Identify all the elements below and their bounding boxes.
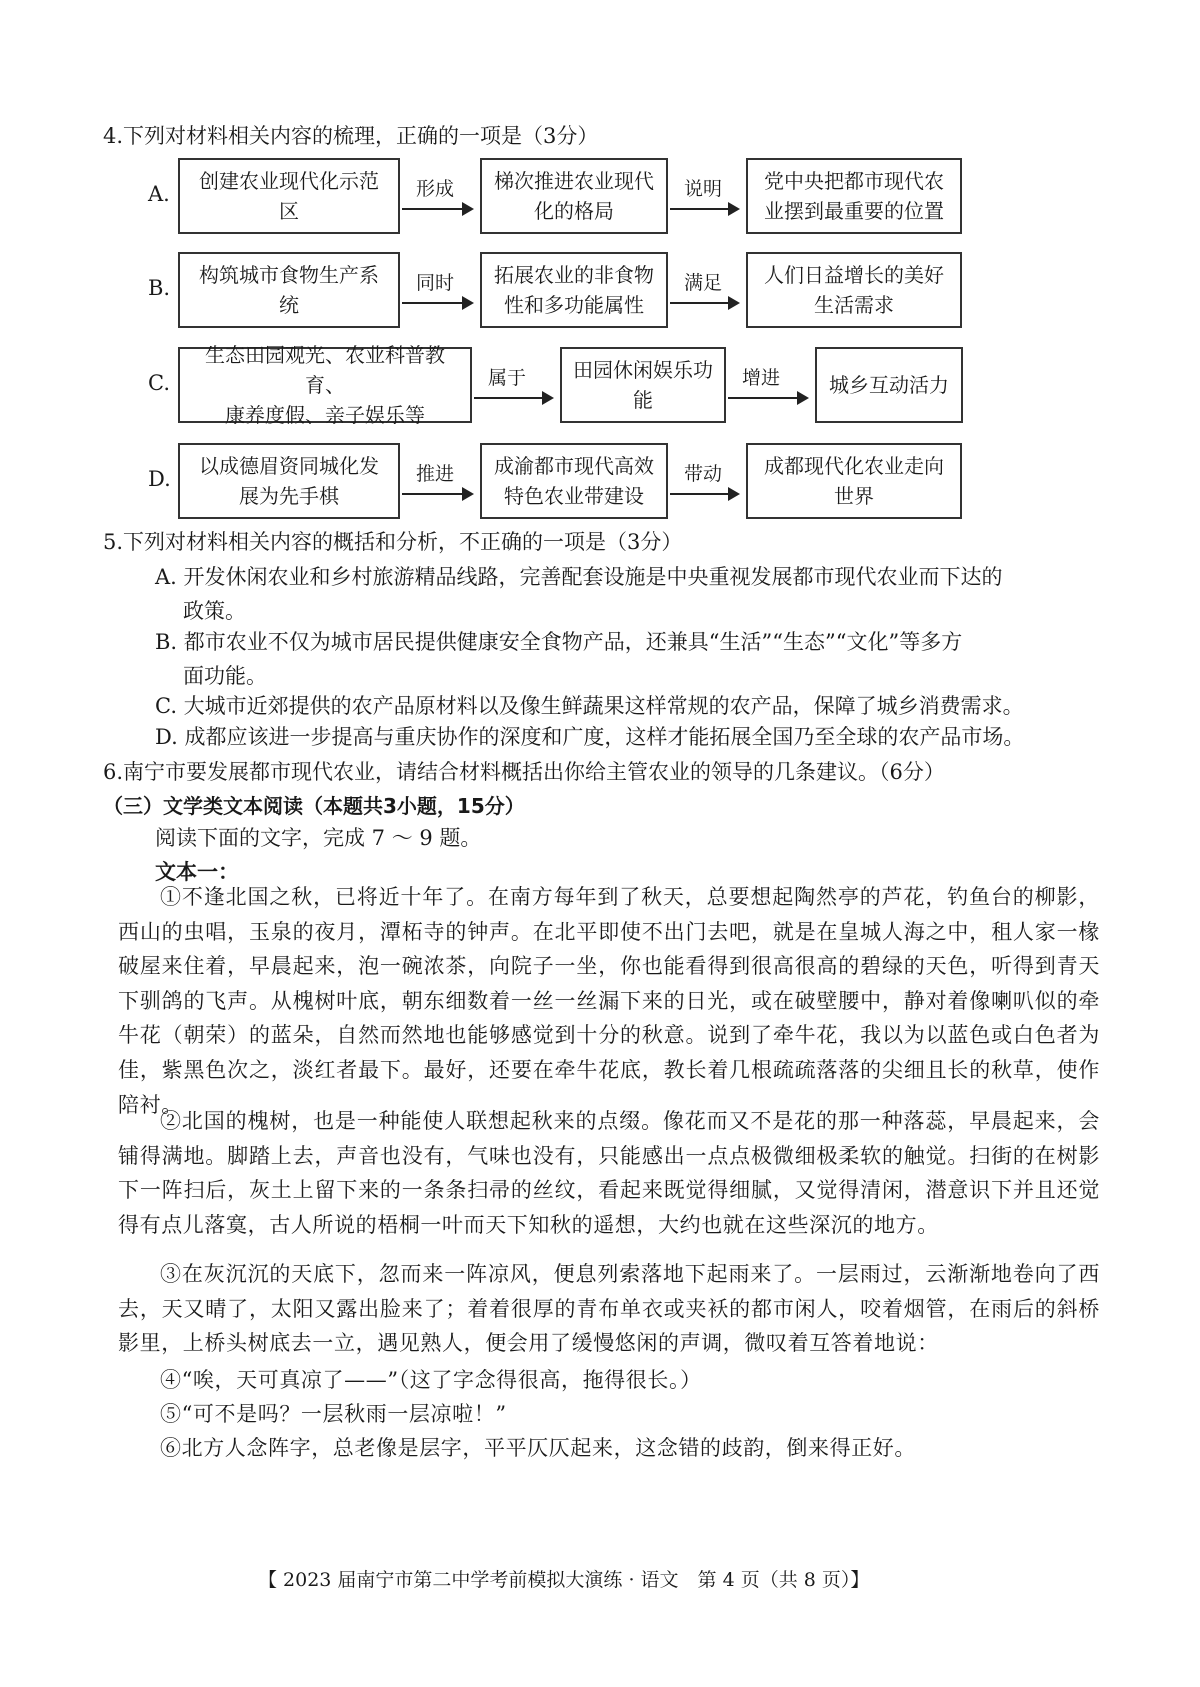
q4-box-line: 生态田园观光、农业科普教育、	[205, 343, 445, 397]
q4-box-line: 党中央把都市现代农	[764, 169, 944, 193]
q4-option-c-box-2	[560, 347, 726, 423]
q4-box-line: 世界	[834, 484, 874, 508]
q6-stem: 6.南宁市要发展都市现代农业，请结合材料概括出你给主管农业的领导的几条建议。（6分）	[103, 760, 945, 784]
paragraph-6: ⑥北方人念阵字，总老像是层字，平平仄仄起来，这念错的歧韵，倒来得正好。	[160, 1436, 916, 1460]
q4-option-b-box-2	[480, 252, 668, 328]
q4-option-d-box-3	[746, 443, 962, 519]
page-footer: 【 2023 届南宁市第二中学考前模拟大演练 · 语文 第 4 页（共 8 页）】	[258, 1569, 870, 1591]
q4-box-text	[494, 166, 654, 226]
q4-option-d-box-2	[480, 443, 668, 519]
q4-stem: 4.下列对材料相关内容的梳理，正确的一项是（3分）	[103, 124, 599, 148]
paragraph-5: ⑤“可不是吗？一层秋雨一层凉啦！”	[160, 1402, 507, 1426]
q4-option-b-arrow-2-icon	[670, 302, 738, 304]
q4-box-text	[764, 451, 944, 511]
q4-option-a-arrow-1-label: 形成	[416, 178, 455, 200]
q4-option-c-arrow-2-label: 增进	[742, 367, 781, 389]
q5-choice-a-line2: 政策。	[183, 599, 246, 623]
q4-box-text	[199, 166, 379, 226]
paragraph-3: ③在灰沉沉的天底下，忽而来一阵凉风，便息列索落地下起雨来了。一层雨过，云渐渐地卷向了西去，天又晴了，太阳又露出脸来了；着着很厚的青布单衣或夹袄的都市闲人，咬着烟管，在雨后的斜桥影里，上桥头树底去一立，遇见熟人，便会用了缓慢悠闲的声调，微叹着互答着地说：	[118, 1262, 1100, 1356]
q4-box-line: 化的格局	[534, 199, 614, 223]
q4-box-line: 能	[633, 388, 653, 412]
q5-choice-b	[155, 625, 1095, 693]
q5-choice-a	[155, 560, 1095, 628]
q4-option-b-box-3	[746, 252, 962, 328]
q4-box-line: 城乡互动活力	[829, 373, 949, 397]
q4-box-line: 统	[279, 293, 299, 317]
q4-option-a-label: A.	[148, 182, 170, 206]
q4-box-line: 生活需求	[814, 293, 894, 317]
q4-option-c-label: C.	[148, 371, 170, 395]
q4-option-a-box-3	[746, 158, 962, 234]
q4-box-line: 特色农业带建设	[504, 484, 644, 508]
q4-box-text	[494, 260, 654, 320]
q4-option-d-arrow-2-icon	[670, 493, 738, 495]
q4-option-a-arrow-2-icon	[670, 208, 738, 210]
q4-box-line: 人们日益增长的美好	[764, 263, 944, 287]
q4-box-text	[190, 340, 460, 430]
q4-box-text	[494, 451, 654, 511]
q4-option-d-arrow-2-label: 带动	[684, 463, 723, 485]
q4-box-line: 区	[279, 199, 299, 223]
text-one-title: 文本一：	[155, 859, 239, 884]
q4-option-b-label: B.	[148, 276, 171, 300]
q4-option-d-arrow-1-icon	[402, 493, 472, 495]
section-title: （三）文学类文本阅读（本题共3小题，15分）	[103, 794, 525, 818]
q4-option-c-box-1	[178, 343, 472, 427]
q4-box-text	[764, 260, 944, 320]
q4-option-a-arrow-2-label: 说明	[684, 178, 723, 200]
paragraph-1: ①不逢北国之秋，已将近十年了。在南方每年到了秋天，总要想起陶然亭的芦花，钓鱼台的柳影，西山的虫唱，玉泉的夜月，潭柘寺的钟声。在北平即使不出门去吧，就是在皇城人海之中，租人家一椽破屋来住着，早晨起来，泡一碗浓茶，向院子一坐，你也能看得到很高很高的碧绿的天色，听得到青天下驯鸽的飞声。从槐树叶底，朝东细数着一丝一丝漏下来的日光，或在破壁腰中，静对着像喇叭似的牵牛花（朝荣）的蓝朵，自然而然地也能够感觉到十分的秋意。说到了牵牛花，我以为以蓝色或白色者为佳，紫黑色次之，淡红者最下。最好，还要在牵牛花底，教长着几根疏疏落落的尖细且长的秋草，使作陪衬。	[118, 885, 1100, 1117]
q4-box-line: 展为先手棋	[239, 484, 339, 508]
q5-choice-c-line1: C. 大城市近郊提供的农产品原材料以及像生鲜蔬果这样常规的农产品，保障了城乡消费需求。	[155, 694, 1024, 718]
q5-choice-d-line1: D. 成都应该进一步提高与重庆协作的深度和广度，这样才能拓展全国乃至全球的农产品市场。	[155, 725, 1025, 749]
q4-option-b-arrow-2-label: 满足	[684, 272, 723, 294]
q4-box-line: 以成德眉资同城化发	[199, 454, 379, 478]
q4-box-line: 成渝都市现代高效	[494, 454, 654, 478]
q4-box-line: 梯次推进农业现代	[494, 169, 654, 193]
q4-box-line: 性和多功能属性	[504, 293, 644, 317]
q4-option-c-box-3	[815, 347, 963, 423]
q4-box-line: 田园休闲娱乐功	[573, 358, 713, 382]
q4-box-line: 业摆到最重要的位置	[764, 199, 944, 223]
q5-stem: 5.下列对材料相关内容的概括和分析，不正确的一项是（3分）	[103, 530, 683, 554]
q4-option-c-arrow-1-label: 属于	[488, 367, 527, 389]
q4-box-text	[199, 260, 379, 320]
q4-option-c-arrow-1-icon	[474, 397, 552, 399]
q4-box-line: 拓展农业的非食物	[494, 263, 654, 287]
q4-box-line: 康养度假、亲子娱乐等	[225, 403, 425, 427]
q4-option-d-arrow-1-label: 推进	[416, 463, 455, 485]
q4-option-d-label: D.	[148, 467, 171, 491]
q4-box-line: 创建农业现代化示范	[199, 169, 379, 193]
q4-box-text	[829, 370, 949, 400]
q5-choice-b-line1: B. 都市农业不仅为城市居民提供健康安全食物产品，还兼具“生活”“生态”“文化”等多方	[155, 630, 963, 654]
section-instruction: 阅读下面的文字，完成 7 ～ 9 题。	[155, 826, 482, 850]
q5-choice-a-line1: A. 开发休闲农业和乡村旅游精品线路，完善配套设施是中央重视发展都市现代农业而下达的	[155, 565, 1003, 589]
q4-option-c-arrow-2-icon	[728, 397, 807, 399]
q4-option-b-arrow-1-icon	[402, 302, 472, 304]
q4-box-text	[764, 166, 944, 226]
paragraph-2: ②北国的槐树，也是一种能使人联想起秋来的点缀。像花而又不是花的那一种落蕊，早晨起来，会铺得满地。脚踏上去，声音也没有，气味也没有，只能感出一点点极微细极柔软的触觉。扫街的在树影下一阵扫后，灰土上留下来的一条条扫帚的丝纹，看起来既觉得细腻，又觉得清闲，潜意识下并且还觉得有点儿落寞，古人所说的梧桐一叶而天下知秋的遥想，大约也就在这些深沉的地方。	[118, 1109, 1100, 1237]
q4-box-text	[573, 355, 713, 415]
q5-choice-b-line2: 面功能。	[183, 664, 267, 688]
q4-box-line: 成都现代化农业走向	[764, 454, 944, 478]
q4-option-a-box-2	[480, 158, 668, 234]
q4-box-line: 构筑城市食物生产系	[199, 263, 379, 287]
q5-choice-d	[155, 720, 1095, 754]
q4-option-d-box-1	[178, 443, 400, 519]
q4-option-a-arrow-1-icon	[402, 208, 472, 210]
q4-option-a-box-1	[178, 158, 400, 234]
q5-choice-c	[155, 689, 1095, 723]
paragraph-4: ④“唉，天可真凉了——”（这了字念得很高，拖得很长。）	[160, 1368, 702, 1392]
q4-box-text	[199, 451, 379, 511]
q4-option-b-arrow-1-label: 同时	[416, 272, 455, 294]
q4-option-b-box-1	[178, 252, 400, 328]
